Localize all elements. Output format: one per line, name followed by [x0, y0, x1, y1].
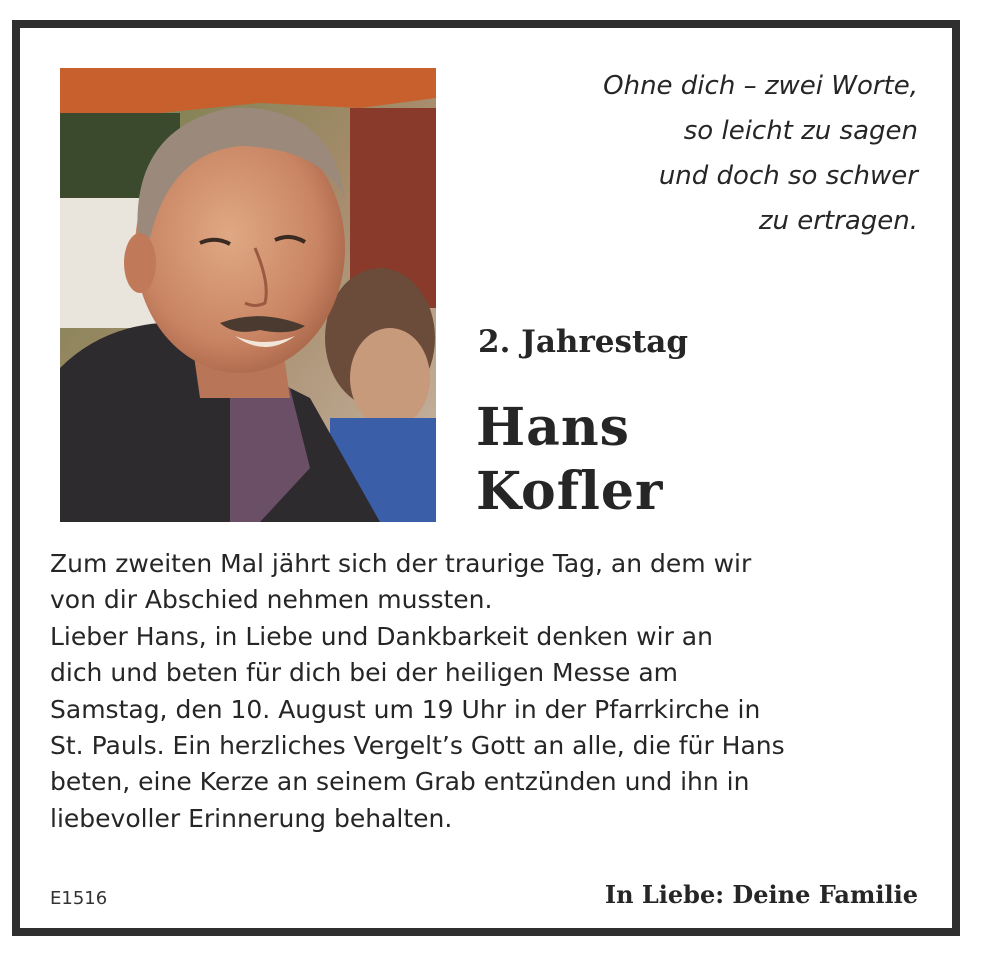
text-line: dich und beten für dich bei der heiligen Messe am	[50, 658, 679, 688]
quote-line: zu ertragen.	[758, 206, 918, 236]
text-line: St. Pauls. Ein herzliches Vergelt’s Gott an alle, die für Hans	[50, 731, 785, 761]
deceased-name	[476, 396, 663, 524]
portrait-photo-icon	[60, 68, 436, 522]
memorial-quote	[498, 64, 918, 244]
memorial-text	[50, 546, 930, 837]
notice-code: E1516	[50, 888, 108, 909]
text-line: von dir Abschied nehmen mussten.	[50, 585, 493, 615]
quote-line: so leicht zu sagen	[683, 116, 918, 146]
anniversary-heading: 2. Jahrestag	[478, 324, 689, 360]
text-line: Lieber Hans, in Liebe und Dankbarkeit denken wir an	[50, 621, 713, 651]
portrait-photo	[60, 68, 436, 522]
first-name: Hans	[476, 397, 630, 458]
last-name: Kofler	[476, 461, 664, 522]
obituary-notice	[12, 20, 960, 936]
text-line: Zum zweiten Mal jährt sich der traurige Tag, an dem wir	[50, 549, 752, 578]
text-line: beten, eine Kerze an seinem Grab entzünden und ihn in	[50, 767, 750, 797]
quote-line: und doch so schwer	[658, 161, 918, 191]
text-line: liebevoller Erinnerung behalten.	[50, 803, 453, 833]
signature: In Liebe: Deine Familie	[604, 880, 918, 909]
text-line: Samstag, den 10. August um 19 Uhr in der Pfarrkirche in	[50, 694, 761, 724]
quote-line: Ohne dich – zwei Worte,	[603, 71, 918, 101]
